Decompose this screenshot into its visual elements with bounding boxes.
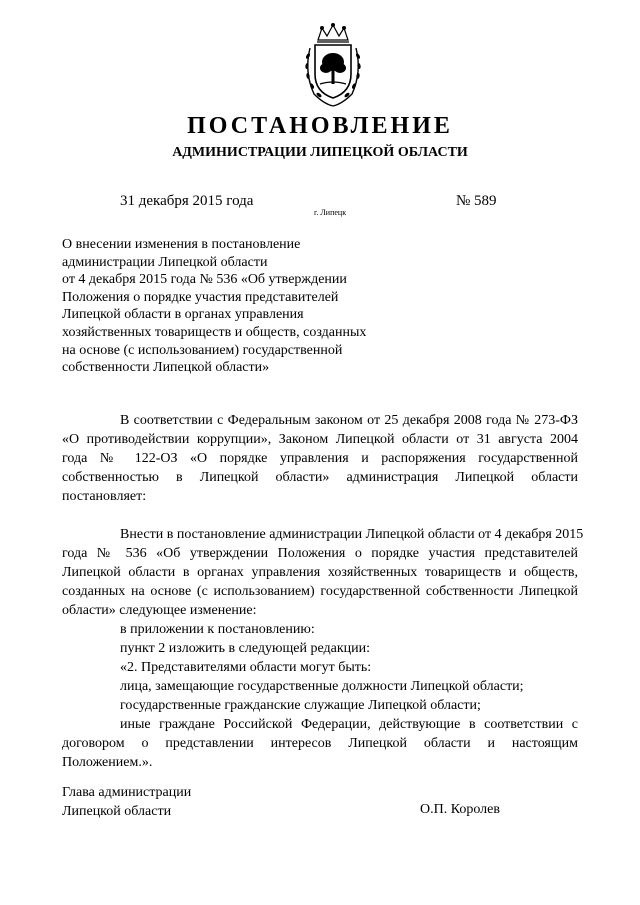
body-line: лица, замещающие государственные должности Липецкой области;: [120, 679, 524, 694]
document-number: № 589: [456, 193, 497, 209]
preamble-line: года № 122-ОЗ «О порядке управления и распоряжения государственной: [62, 451, 578, 466]
body-line: договором о представлении интересов Липецкой области и настоящим: [62, 736, 578, 751]
document-city: г. Липецк: [314, 208, 347, 217]
body-line: области» следующее изменение:: [62, 603, 257, 618]
preamble-line: постановляет:: [62, 489, 147, 504]
subject-line: на основе (с использованием) государственной: [62, 342, 343, 358]
body-line: в приложении к постановлению:: [120, 622, 315, 637]
body-line: Внести в постановление администрации Липецкой области от 4 декабря 2015: [120, 527, 584, 542]
subject-line: от 4 декабря 2015 года № 536 «Об утверждении: [62, 272, 347, 288]
document-title: ПОСТАНОВЛЕНИЕ: [187, 113, 453, 139]
subject-line: Положения о порядке участия представителей: [62, 289, 339, 305]
document-subtitle: АДМИНИСТРАЦИИ ЛИПЕЦКОЙ ОБЛАСТИ: [172, 145, 468, 160]
body-line: «2. Представителями области могут быть:: [120, 660, 372, 675]
body-line: года № 536 «Об утверждении Положения о порядке участия представителей: [62, 546, 578, 561]
body-line: пункт 2 изложить в следующей редакции:: [120, 641, 370, 656]
body-line: Положением.».: [62, 755, 153, 770]
document-subject: [62, 236, 366, 377]
preamble-line: собственностью в Липецкой области» администрация Липецкой области: [62, 470, 578, 485]
body-line: иные граждане Российской Федерации, действующие в соответствии с: [120, 717, 578, 732]
signatory-name: О.П. Королев: [420, 802, 500, 817]
signatory-position-line: Липецкой области: [62, 803, 172, 819]
body-line: созданных на основе (с использованием) государственной собственности Липецкой: [62, 584, 578, 599]
subject-line: Липецкой области в органах управления: [62, 307, 304, 323]
preamble-line: «О противодействии коррупции», Законом Липецкой области от 31 августа 2004: [62, 432, 578, 447]
subject-line: собственности Липецкой области»: [62, 360, 270, 376]
preamble-line: В соответствии с Федеральным законом от 25 декабря 2008 года № 273-ФЗ: [120, 413, 578, 428]
subject-line: администрации Липецкой области: [62, 254, 268, 270]
signatory-position-line: Глава администрации: [62, 785, 192, 800]
coat-of-arms-emblem: [300, 22, 366, 108]
signatory-position: [62, 784, 191, 821]
body-line: государственные гражданские служащие Липецкой области;: [120, 698, 481, 713]
document-date: 31 декабря 2015 года: [120, 193, 254, 209]
subject-line: хозяйственных товариществ и обществ, созданных: [62, 324, 367, 340]
subject-line: О внесении изменения в постановление: [62, 237, 301, 252]
body-line: Липецкой области в органах управления хозяйственных товариществ и обществ,: [62, 565, 578, 580]
